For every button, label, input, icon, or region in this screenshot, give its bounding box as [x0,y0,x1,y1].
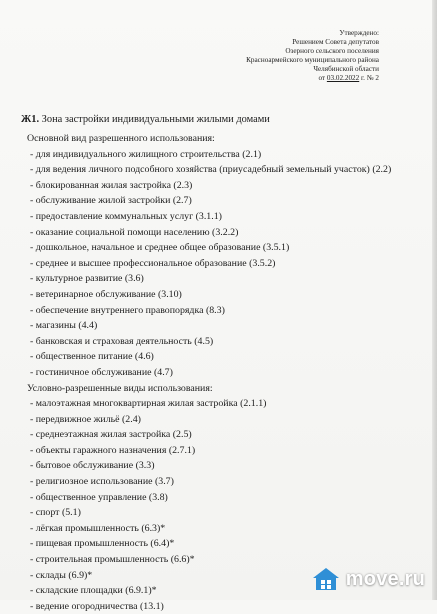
list-item: - оказание социальной помощи населению (3.2.2) [30,226,239,238]
list-item: - общественное питание (4.6) [30,351,154,363]
list-item: - бытовое обслуживание (3.3) [30,460,155,472]
approval-date: 03.02.2022 [326,74,360,83]
list-item: - дошкольное, начальное и среднее общее образование (3.5.1) [30,242,290,254]
list-item: - пищевая промышленность (6.4)* [30,538,175,550]
list-item: - среднеэтажная жилая застройка (2.5) [30,429,192,441]
list-item: - гостиничное обслуживание (4.7) [30,366,173,378]
scan-edge [432,0,437,600]
list-item: - общественное управление (3.8) [30,491,168,503]
list-item: - складские площадки (6.9.1)* [30,585,157,597]
list-item: - обеспечение внутреннего правопорядка (8.3) [30,304,225,316]
approval-line-5: Челябинской области [313,65,379,74]
list-item: - культурное развитие (3.6) [30,273,144,285]
list-item: - для ведения личного подсобного хозяйства (приусадебный земельный участок) (2.2) [30,164,392,176]
list-item: - строительная промышленность (6.6)* [30,554,195,566]
list-item: - объекты гаражного назначения (2.7.1) [30,444,196,456]
list-item: - лёгкая промышленность (6.3)* [30,522,166,534]
conditional-uses-heading: Условно-разрешенные виды использования: [27,382,213,394]
zone-title [21,114,270,125]
list-item: - блокированная жилая застройка (2.3) [30,179,193,191]
list-item: - передвижное жильё (2.4) [30,413,141,425]
watermark-text: move.ru [345,567,425,590]
list-item: - религиозное использование (3.7) [30,476,174,488]
zone-name: Зона застройки индивидуальными жилыми домами [39,114,270,125]
house-icon [311,566,341,592]
approval-line-1: Утверждено: [339,29,379,37]
zone-code: Ж1. [21,114,40,125]
document-body [27,131,399,614]
approval-number: г. № 2 [359,74,379,83]
list-item: - обслуживание жилой застройки (2.7) [30,195,192,207]
list-item: - спорт (5.1) [30,507,81,519]
approval-date-line [159,74,379,83]
list-item: - малоэтажная многоквартирная жилая застройка (2.1.1) [30,398,267,410]
main-uses-heading: Основной вид разрешенного использования: [27,133,215,144]
watermark [311,566,425,592]
approval-date-prefix: от [318,74,327,83]
list-item: - среднее и высшее профессиональное образование (3.5.2) [30,257,276,269]
approval-line-2: Решением Совета депутатов [292,38,379,47]
list-item: - магазины (4.4) [30,320,98,332]
approval-block [159,29,379,84]
list-item: - предоставление коммунальных услуг (3.1.1) [30,210,222,222]
approval-line-3: Озерного сельского поселения [285,47,379,56]
list-item: - ведение огородничества (13.1) [30,600,164,612]
list-item: - для индивидуального жилищного строительства (2.1) [30,148,262,160]
list-item: - склады (6.9)* [30,569,93,581]
list-item: - ветеринарное обслуживание (3.10) [30,288,182,300]
approval-line-4: Красноармейского муниципального района [246,56,379,65]
list-item: - банковская и страховая деятельность (4.5) [30,335,214,347]
